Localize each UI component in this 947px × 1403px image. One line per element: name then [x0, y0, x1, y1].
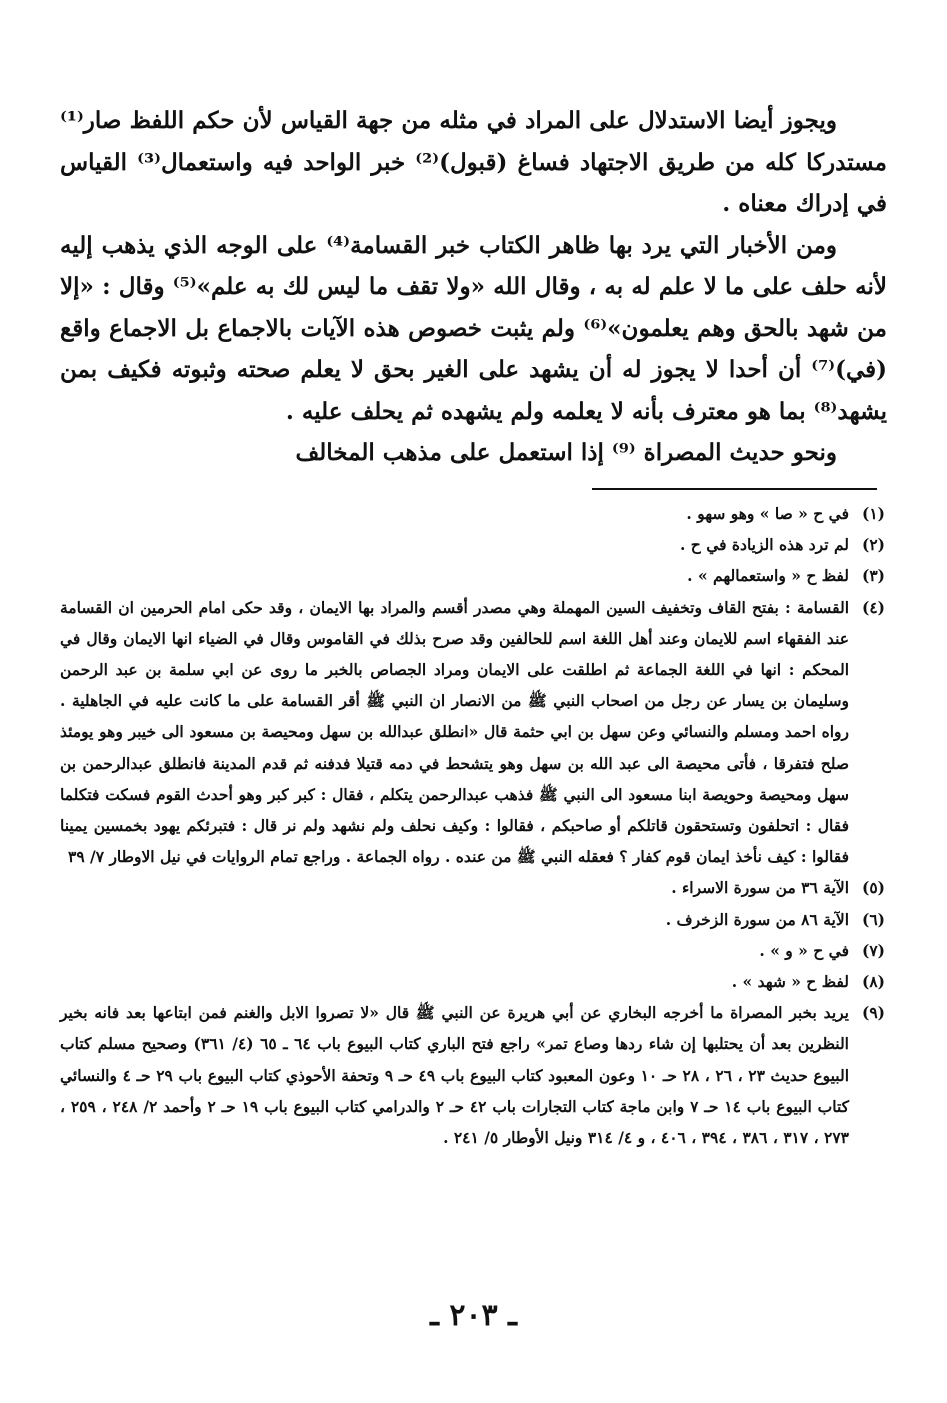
footnote-number: (٣) [861, 566, 885, 586]
footnote [60, 872, 885, 903]
body-paragraph: ونحو حديث المصراة ⁽⁹⁾ إذا استعمل على مذهب المخالف [295, 439, 837, 466]
footnote-number: (٥) [861, 878, 885, 898]
body-paragraph: ومن الأخبار التي يرد بها ظاهر الكتاب خبر القسامة⁽⁴⁾ على الوجه الذي يذهب إليه لأنه حلف على ما لا علم له به ، وقال الله «ولا تقف ما ليس لك به علم»⁽⁵⁾ وقال : «إلا من شهد بالحق وهم يعلمون»⁽⁶⁾ ولم يثبت خصوص هذه الآيات بالاجماع بل الاجماع واقع (في)⁽⁷⁾ أن أحدا لا يجوز له أن يشهد على الغير بحق لا يعلم صحته وثبوته فكيف بمن يشهد⁽⁸⁾ بما هو معترف بأنه لا يعلمه ولم يشهده ثم يحلف عليه . [60, 231, 887, 425]
footnote-text: القسامة : بفتح القاف وتخفيف السين المهملة وهي مصدر أقسم والمراد بها الايمان ، وقد حكى امام الحرمين ان القسامة عند الفقهاء اسم للايمان وعند أهل اللغة اسم للحالفين وقد صرح بذلك في القاموس وقال في الضياء انها الايمان وقال في المحكم : انها في اللغة الجماعة ثم اطلقت على الايمان ومراد الجصاص بالخبر ما روى عن ابي سلمة بن عبد الرحمن وسليمان بن يسار عن رجل من اصحاب النبي ﷺ من الانصار ان النبي ﷺ أقر القسامة على ما كانت عليه في الجاهلية . رواه احمد ومسلم والنسائي وعن سهل بن ابي حثمة قال «انطلق عبدالله بن سهل ومحيصة بن مسعود الى خيبر وهو يومئذ صلح فتفرقا ، فأتى محيصة الى عبد الله بن سهل وهو يتشحط في دمه قتيلا فدفنه ثم قدم المدينة فانطلق عبدالرحمن بن سهل ومحيصة وحويصة ابنا مسعود الى النبي ﷺ فذهب عبدالرحمن يتكلم ، فقال : كبر كبر وهو أحدث القوم فسكت فتكلما فقال : اتحلفون وتستحقون قاتلكم أو صاحبكم ، فقالوا : وكيف نحلف ولم نشهد ولم نر قال : فتبرئكم يهود بخمسين يمينا فقالوا : كيف نأخذ ايمان قوم كفار ؟ فعقله النبي ﷺ من عنده . رواه الجماعة . وراجع تمام الروايات في نيل الاوطار ٧/ ٣٩ [60, 597, 849, 867]
footnote-number: (٩) [861, 1003, 885, 1023]
footnote-text: الآية ٨٦ من سورة الزخرف . [665, 909, 849, 929]
footnote-number: (٧) [861, 940, 885, 960]
footnote-text: في ح « صا » وهو سهو . [686, 504, 849, 523]
footnote [60, 904, 885, 935]
footnote-number: (٨) [861, 972, 885, 992]
footnote-text: لم ترد هذه الزيادة في ح . [680, 535, 849, 555]
footnote [60, 498, 885, 529]
main-text [60, 100, 887, 474]
footnote-text: الآية ٣٦ من سورة الاسراء . [671, 878, 849, 898]
footnote-text: في ح « و » . [759, 940, 849, 960]
body-paragraph: ويجوز أيضا الاستدلال على المراد في مثله من جهة القياس لأن حكم اللفظ صار⁽¹⁾ مستدركا كله من طريق الاجتهاد فساغ (قبول)⁽²⁾ خبر الواحد فيه واستعمال⁽³⁾ القياس في إدراك معناه . [60, 107, 887, 217]
footnote-number: (٦) [861, 909, 885, 929]
footnote-text: يريد بخبر المصراة ما أخرجه البخاري عن أبي هريرة عن النبي ﷺ قال «لا تصروا الابل والغنم فمن ابتاعها بعد فانه بخير النظرين بعد أن يحتلبها إن شاء ردها وصاع تمر» راجع فتح الباري كتاب البيوع باب ٦٤ ـ ٦٥ (٤/ ٣٦١) وصحيح مسلم كتاب البيوع حديث ٢٣ ، ٢٦ ، ٢٨ حـ ١٠ وعون المعبود كتاب البيوع باب ٤٩ حـ ٩ وتحفة الأحوذي كتاب البيوع باب ٢٩ حـ ٤ والنسائي كتاب البيوع باب ١٤ حـ ٧ وابن ماجة كتاب التجارات باب ٤٢ حـ ٢ والدرامي كتاب البيوع باب ١٩ حـ ٢ وأحمد ٢/ ٢٤٨ ، ٢٥٩ ، ٢٧٣ ، ٣١٧ ، ٣٨٦ ، ٣٩٤ ، ٤٠٦ ، و ٤/ ٣١٤ ونيل الأوطار ٥/ ٢٤١ . [60, 1003, 850, 1148]
footnote [60, 935, 885, 966]
footnote-number: (١) [861, 504, 885, 523]
footnote-text: لفظ ح « شهد » . [731, 972, 849, 992]
footnote [60, 997, 885, 1153]
footnotes [60, 498, 885, 1153]
footnote-text: لفظ ح « واستعمالهم » . [687, 566, 849, 586]
footnote-separator [592, 488, 877, 490]
footnote [60, 592, 885, 873]
page-number: ـ ٢٠٣ ـ [430, 1298, 517, 1333]
footnote-number: (٢) [861, 535, 885, 555]
footnote [60, 966, 885, 997]
footnote [60, 560, 885, 591]
footnote [60, 529, 885, 560]
footnote-number: (٤) [861, 597, 885, 617]
